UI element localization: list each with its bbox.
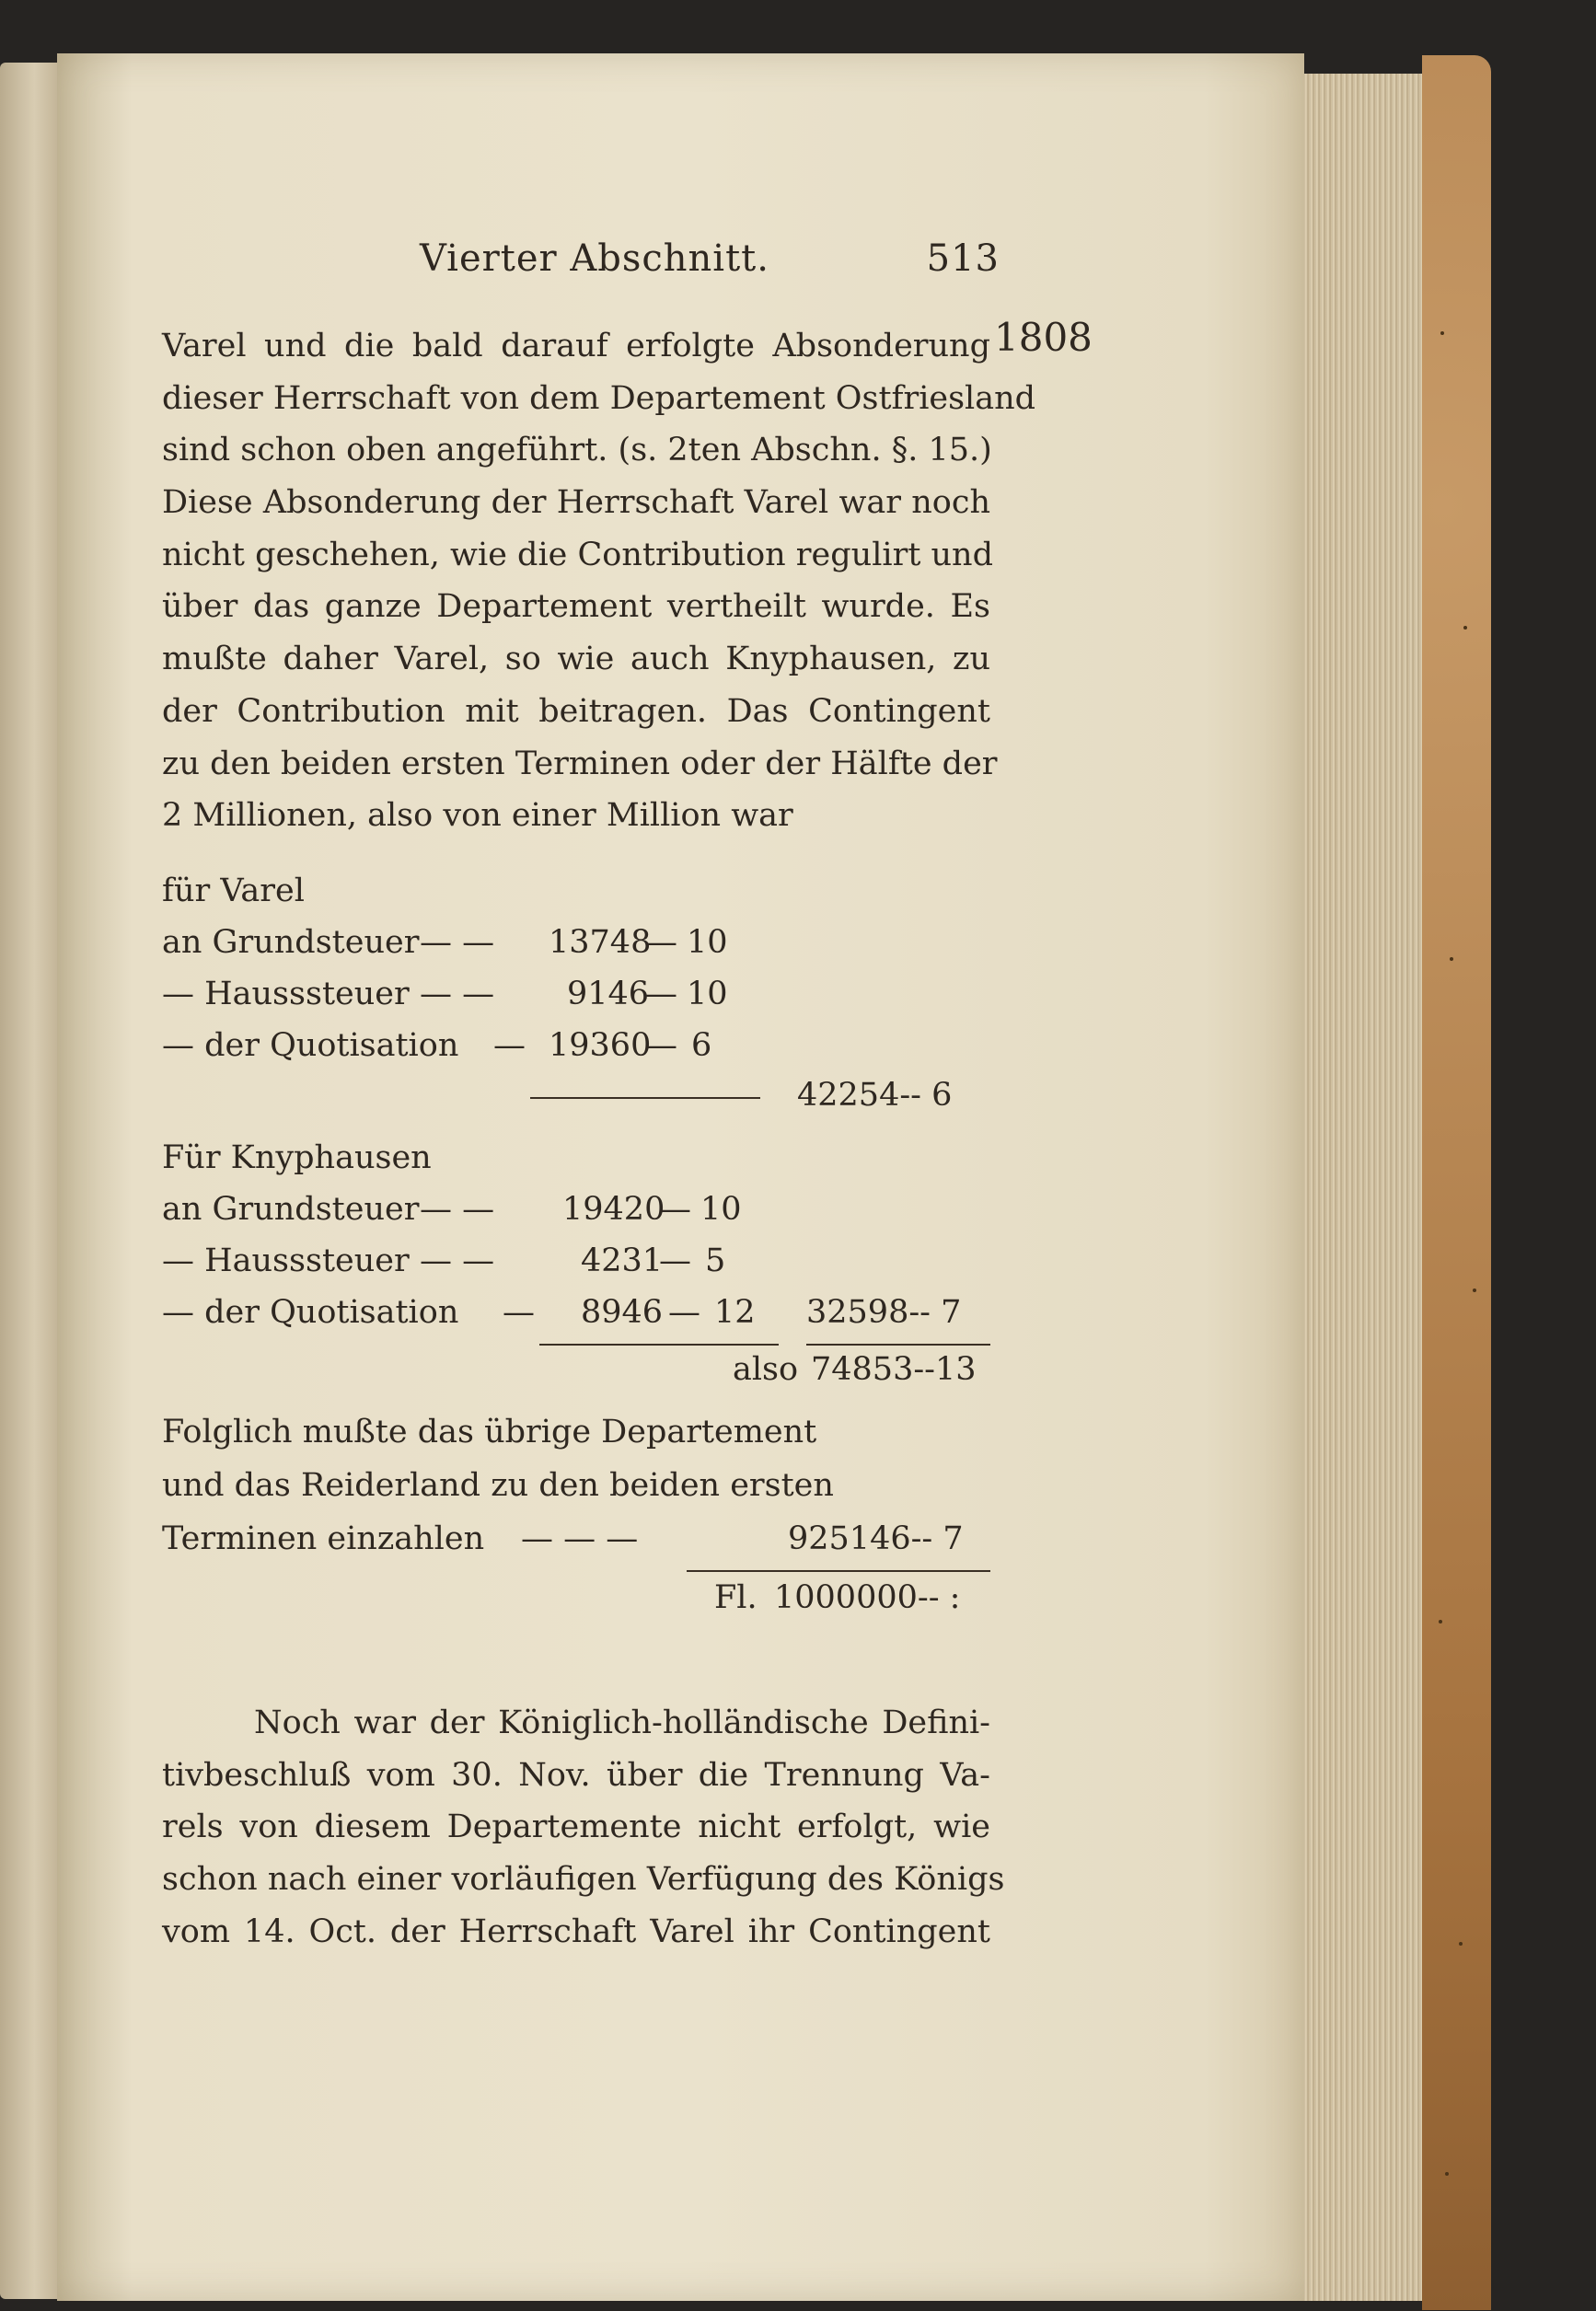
text-line: zu den beiden ersten Terminen oder der Hälfte der — [162, 745, 998, 782]
table-row — [162, 976, 990, 1027]
row-sep: — — [659, 1191, 691, 1228]
row-dashes: — — — [420, 924, 495, 961]
row-amount: 4231 — [581, 1242, 664, 1279]
text-line: vom 14. Oct. der Herrschaft Varel ihr Contingent — [162, 1912, 990, 1950]
table-row — [162, 924, 990, 976]
text-line: schon nach einer vorläufigen Verfügung des Königs — [162, 1861, 1005, 1899]
text-line: 2 Millionen, also von einer Million war — [162, 797, 793, 835]
folglich-line — [162, 1467, 990, 1519]
folglich-line — [162, 1520, 990, 1572]
row-fraction: 10 — [687, 976, 728, 1012]
row-fraction: 6 — [691, 1027, 712, 1064]
row-label: — der Quotisation — [162, 1294, 459, 1331]
sum-rule — [687, 1570, 990, 1572]
text-line: über das ganze Departement vertheilt wurde. Es — [162, 588, 990, 626]
row-label: — Hausssteuer — [162, 976, 410, 1012]
sum-rule — [539, 1344, 779, 1346]
row-dashes: — — — — [521, 1520, 639, 1557]
text-line: und das Reiderland zu den beiden ersten — [162, 1467, 834, 1504]
text-line: Noch war der Königlich-holländische Defini- — [254, 1704, 990, 1741]
varel-heading — [162, 872, 990, 924]
row-sep: — — [659, 1242, 691, 1279]
row-fraction: 10 — [687, 924, 728, 961]
row-dashes: — — — [420, 1242, 495, 1279]
row-dashes: — — [493, 1027, 526, 1064]
text-line: nicht geschehen, wie die Contribution regulirt und — [162, 536, 993, 573]
folglich-line — [162, 1414, 990, 1465]
grand-total-row — [162, 1579, 990, 1631]
row-amount: 19360 — [549, 1027, 652, 1064]
marginal-year: 1808 — [994, 315, 1093, 360]
also-label: also — [733, 1351, 799, 1388]
row-fraction: 12 — [714, 1294, 756, 1331]
text-line: tivbeschluß vom 30. Nov. über die Trennung Va- — [162, 1756, 990, 1794]
running-header — [162, 237, 1000, 293]
text-line: der Contribution mit beitragen. Das Contingent — [162, 692, 990, 730]
grand-total: 1000000-- : — [774, 1579, 961, 1616]
page-number: 513 — [926, 237, 1000, 280]
row-amount: 9146 — [567, 976, 650, 1012]
heading-label: Für Knyphausen — [162, 1139, 432, 1176]
row-dashes: — — — [420, 976, 495, 1012]
row-dashes: — — — [420, 1191, 495, 1228]
text-line: Diese Absonderung der Herrschaft Varel war noch — [162, 484, 990, 522]
folglich-total: 925146-- 7 — [788, 1520, 964, 1557]
row-label: — der Quotisation — [162, 1027, 459, 1064]
table-row — [162, 1191, 990, 1242]
text-line: sind schon oben angeführt. (s. 2ten Abschn. §. 15.) — [162, 432, 992, 469]
row-amount: 19420 — [562, 1191, 665, 1228]
row-sep: — — [645, 976, 677, 1012]
varel-total: 42254-- 6 — [797, 1077, 953, 1114]
row-sep: — — [645, 924, 677, 961]
text-line: Folglich mußte das übrige Departement — [162, 1414, 817, 1450]
row-fraction: 5 — [705, 1242, 726, 1279]
row-amount: 8946 — [581, 1294, 664, 1331]
row-label: an Grundsteuer — [162, 924, 420, 961]
row-sep: — — [645, 1027, 677, 1064]
page-fore-edge — [1293, 74, 1425, 2301]
row-sep: — — [668, 1294, 700, 1331]
text-line: mußte daher Varel, so wie auch Knyphausen, zu — [162, 641, 990, 678]
row-dashes: — — [503, 1294, 535, 1331]
table-row — [162, 1294, 990, 1346]
table-row — [162, 1242, 990, 1294]
knyphausen-heading — [162, 1139, 990, 1191]
knyphausen-total: 32598-- 7 — [806, 1294, 962, 1331]
table-row — [162, 1027, 990, 1079]
sum-rule — [806, 1344, 990, 1346]
grand-label: Fl. — [714, 1579, 758, 1616]
row-label: — Hausssteuer — [162, 1242, 410, 1279]
text-line: Terminen einzahlen — [162, 1520, 485, 1557]
left-page-edge — [0, 63, 57, 2299]
paragraph-2 — [162, 1697, 1005, 1958]
varel-total-row — [162, 1077, 990, 1128]
row-fraction: 10 — [700, 1191, 742, 1228]
row-label: an Grundsteuer — [162, 1191, 420, 1228]
also-row — [162, 1351, 990, 1403]
paragraph-1 — [162, 320, 1036, 842]
heading-label: für Varel — [162, 872, 305, 909]
section-title: Vierter Abschnitt. — [420, 237, 769, 280]
also-total: 74853--13 — [811, 1351, 977, 1388]
text-line: dieser Herrschaft von dem Departement Ostfriesland — [162, 379, 1036, 417]
row-amount: 13748 — [549, 924, 652, 961]
text-line: Varel und die bald darauf erfolgte Absonderung — [162, 328, 990, 364]
book-cover — [1422, 55, 1491, 2310]
text-line: rels von diesem Departemente nicht erfolgt, wie — [162, 1808, 990, 1846]
